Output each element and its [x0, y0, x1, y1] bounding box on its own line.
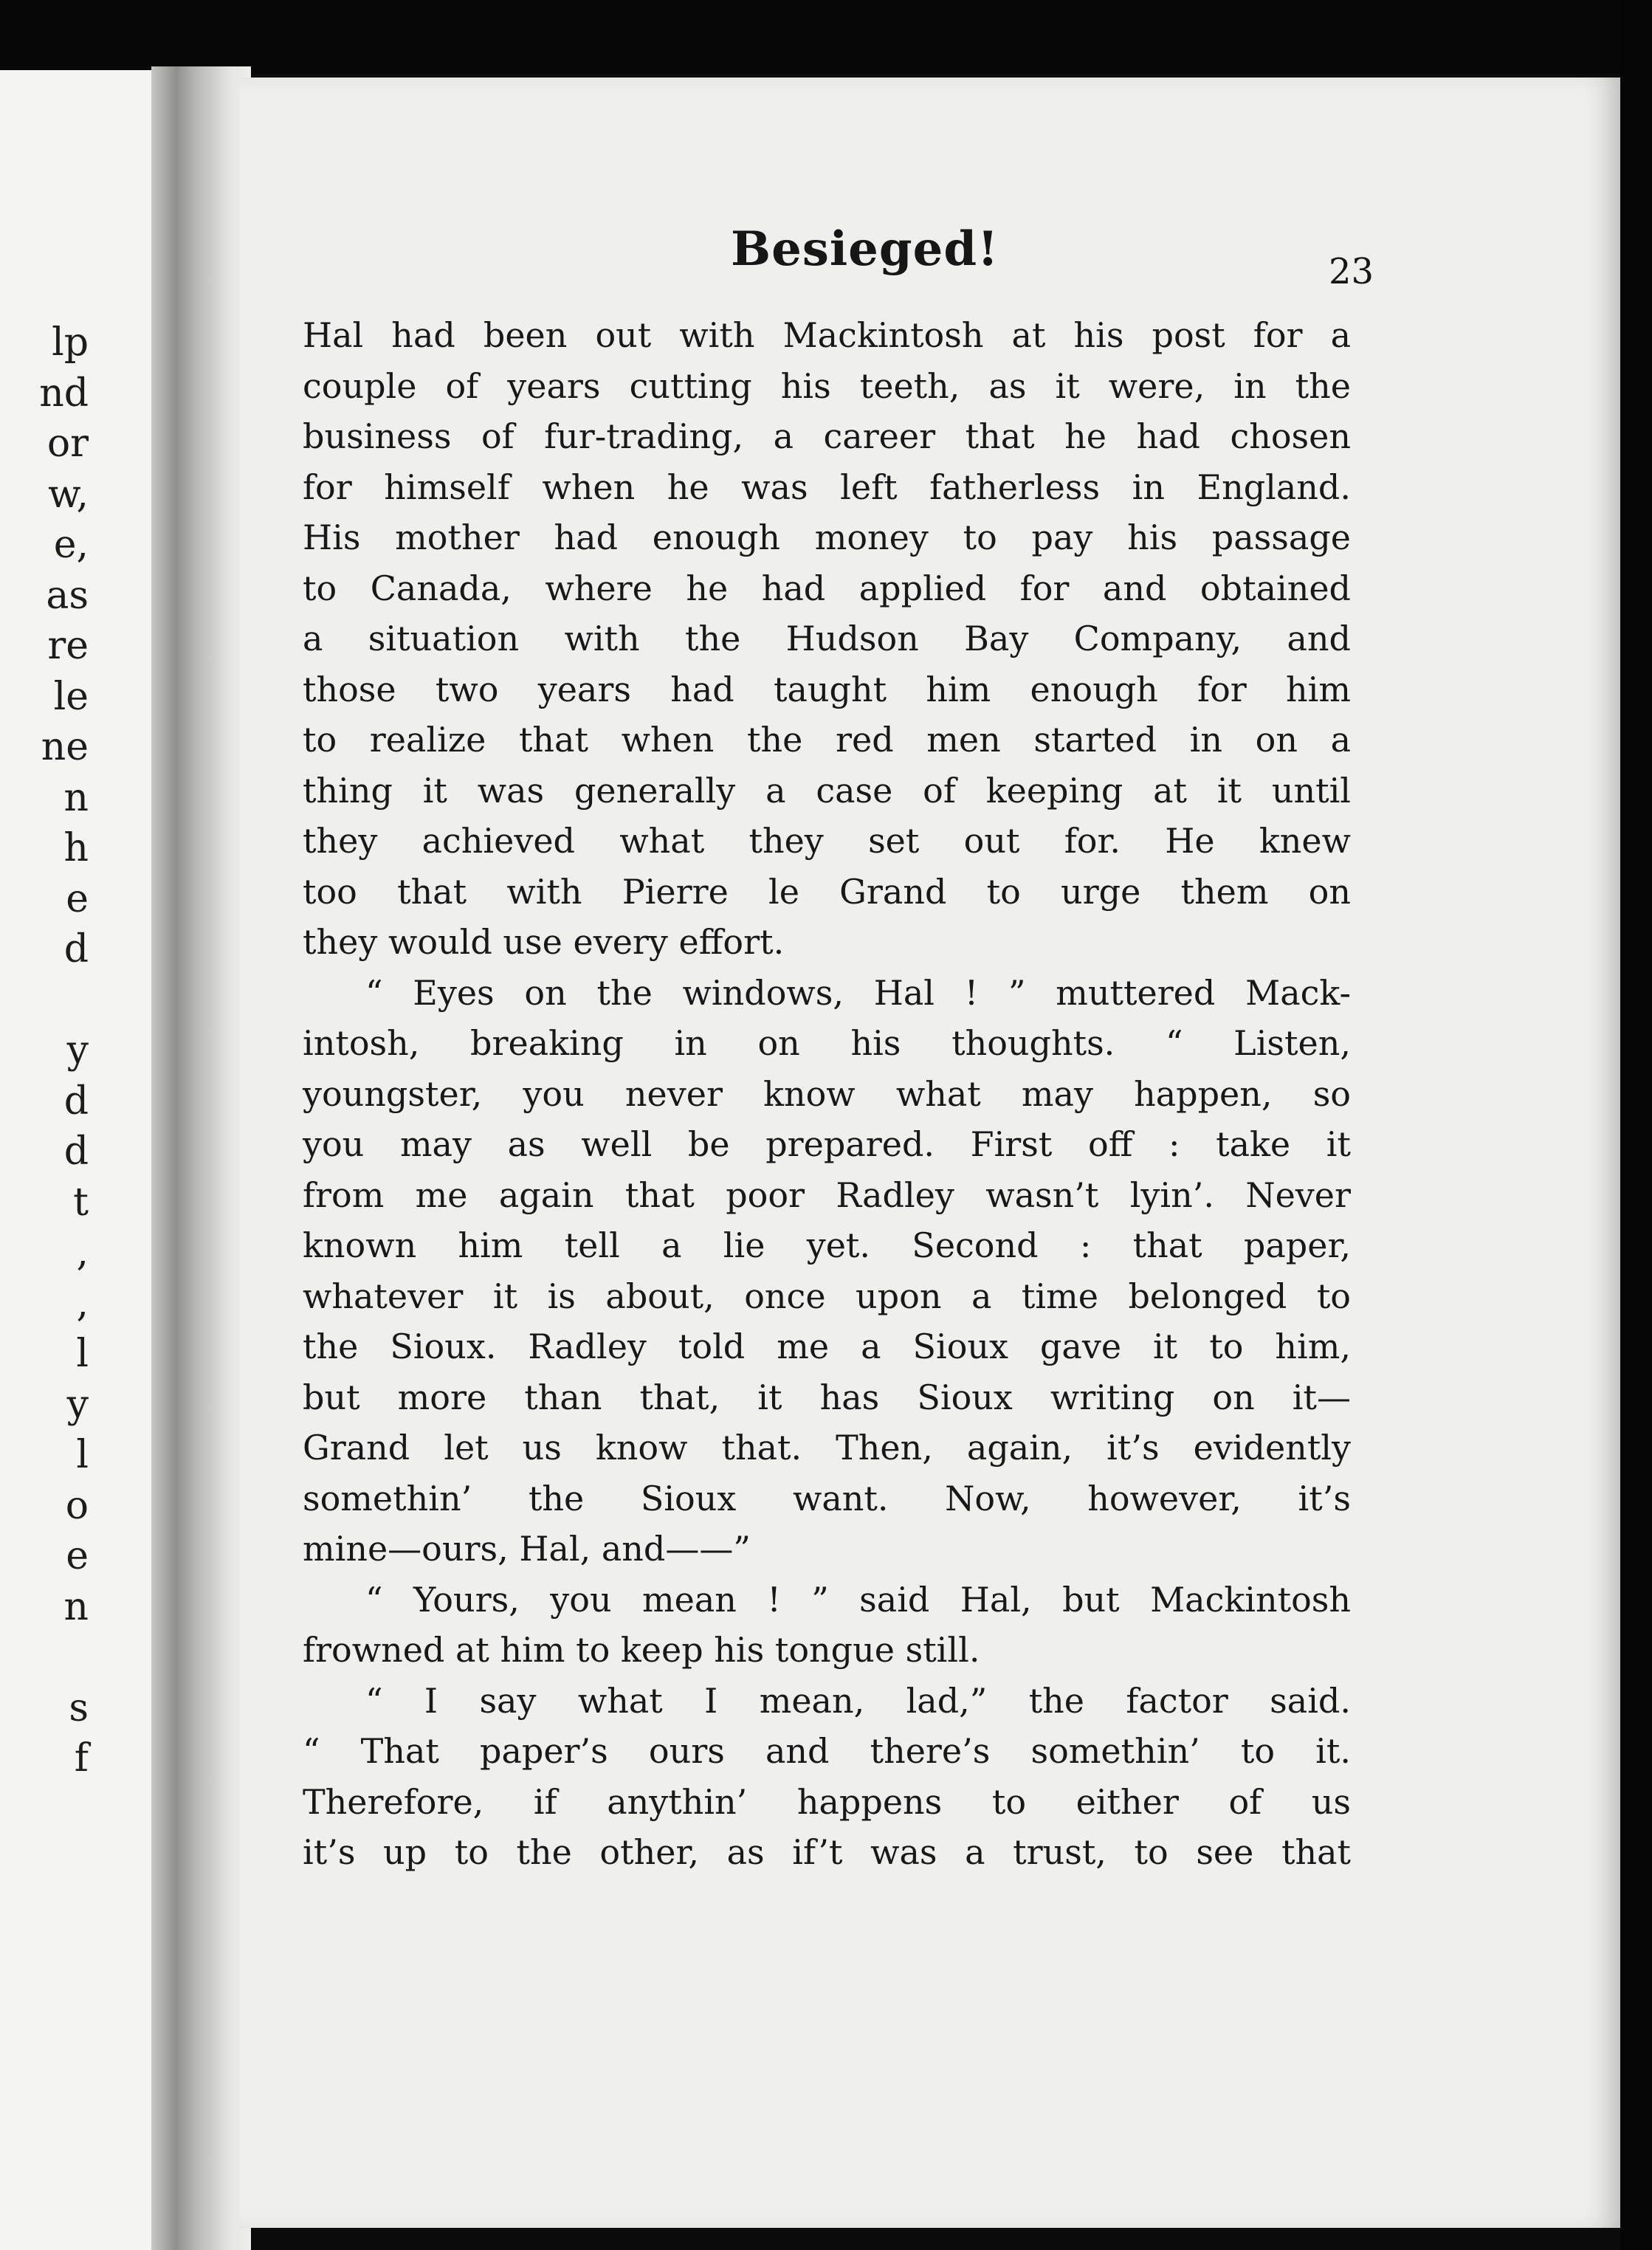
fragment-line: l — [76, 1433, 89, 1477]
body-text — [303, 310, 1351, 1878]
text-line: but more than that, it has Sioux writing on it— — [303, 1377, 1351, 1417]
fragment-line: e — [66, 876, 89, 921]
fragment-line: , — [76, 1231, 89, 1275]
text-line: it’s up to the other, as if’t was a trust, to see that — [303, 1832, 1351, 1872]
text-line: intosh, breaking in on his thoughts. “ Listen, — [303, 1023, 1351, 1063]
fragment-line: e, — [53, 523, 89, 567]
text-line: somethin’ the Sioux want. Now, however, it’s — [303, 1478, 1351, 1518]
text-line: you may as well be prepared. First off : take it — [303, 1124, 1351, 1164]
paragraph-first-line: “ Eyes on the windows, Hal ! ” muttered Mack- — [365, 972, 1351, 1013]
fragment-line — [0, 975, 89, 1026]
paragraph-end-line: they would use every effort. — [303, 922, 785, 962]
fragment-line: y — [66, 1382, 89, 1427]
fragment-line: d — [63, 1129, 89, 1174]
fragment-line: d — [63, 1078, 89, 1124]
fragment-line: l — [76, 1332, 89, 1376]
text-line: Hal had been out with Mackintosh at his post for a — [303, 315, 1351, 355]
text-line: Therefore, if anythin’ happens to either of us — [303, 1781, 1351, 1822]
text-line: youngster, you never know what may happen, so — [303, 1073, 1351, 1114]
text-line: known him tell a lie yet. Second : that paper, — [303, 1225, 1351, 1265]
text-line: to realize that when the red men started in on a — [303, 720, 1351, 760]
running-head: Besieged! — [731, 221, 999, 277]
book-spine-gutter — [151, 66, 251, 2250]
fragment-line: t — [73, 1180, 89, 1225]
fragment-line: e — [66, 1534, 89, 1578]
text-line: business of fur-trading, a career that he had chosen — [303, 416, 1351, 456]
paragraph-end-line: mine—ours, Hal, and——” — [303, 1529, 751, 1569]
text-line: “ That paper’s ours and there’s somethin’ to it. — [303, 1731, 1351, 1771]
scan-top-border — [0, 0, 1652, 74]
fragment-line: ne — [41, 725, 89, 769]
fragment-line: or — [47, 422, 89, 466]
fragment-line: s — [69, 1685, 89, 1730]
fragment-line: h — [63, 826, 89, 870]
text-line: Grand let us know that. Then, again, it’s evidently — [303, 1428, 1351, 1468]
fragment-line: nd — [39, 371, 89, 416]
fragment-line: n — [63, 1584, 89, 1629]
fragment-line: n — [63, 775, 89, 820]
fragment-line: , — [76, 1281, 89, 1326]
text-line: from me again that poor Radley wasn’t lyin’. Never — [303, 1174, 1351, 1215]
fragment-line: o — [65, 1483, 89, 1528]
text-line: they achieved what they set out for. He knew — [303, 821, 1351, 861]
text-line: His mother had enough money to pay his passage — [303, 517, 1351, 557]
paragraph-first-line: “ I say what I mean, lad,” the factor said. — [365, 1680, 1351, 1721]
paragraph-first-line: “ Yours, you mean ! ” said Hal, but Mackintosh — [365, 1579, 1351, 1620]
text-line: couple of years cutting his teeth, as it were, in the — [303, 365, 1351, 406]
previous-page-text-fragments — [0, 317, 89, 1784]
paragraph-end-line: frowned at him to keep his tongue still. — [303, 1630, 980, 1670]
text-line: the Sioux. Radley told me a Sioux gave it to him, — [303, 1327, 1351, 1366]
text-line: for himself when he was left fatherless in England. — [303, 467, 1351, 507]
page-number: 23 — [1329, 251, 1374, 292]
fragment-line: lp — [52, 320, 89, 365]
text-line: those two years had taught him enough for him — [303, 669, 1351, 709]
scan-right-border — [1620, 0, 1652, 2250]
text-line: thing it was generally a case of keeping at it until — [303, 770, 1351, 811]
text-line: too that with Pierre le Grand to urge them on — [303, 871, 1351, 912]
text-line: to Canada, where he had applied for and obtained — [303, 568, 1351, 608]
fragment-line: d — [63, 927, 89, 971]
fragment-line: w, — [48, 472, 89, 517]
text-line: whatever it is about, once upon a time belonged to — [303, 1276, 1351, 1316]
fragment-line: re — [47, 624, 89, 668]
fragment-line: y — [66, 1028, 89, 1073]
fragment-line: le — [53, 674, 89, 719]
fragment-line — [0, 1632, 89, 1683]
fragment-line: as — [46, 573, 89, 618]
fragment-line: f — [74, 1736, 89, 1781]
text-line: a situation with the Hudson Bay Company, and — [303, 619, 1351, 658]
